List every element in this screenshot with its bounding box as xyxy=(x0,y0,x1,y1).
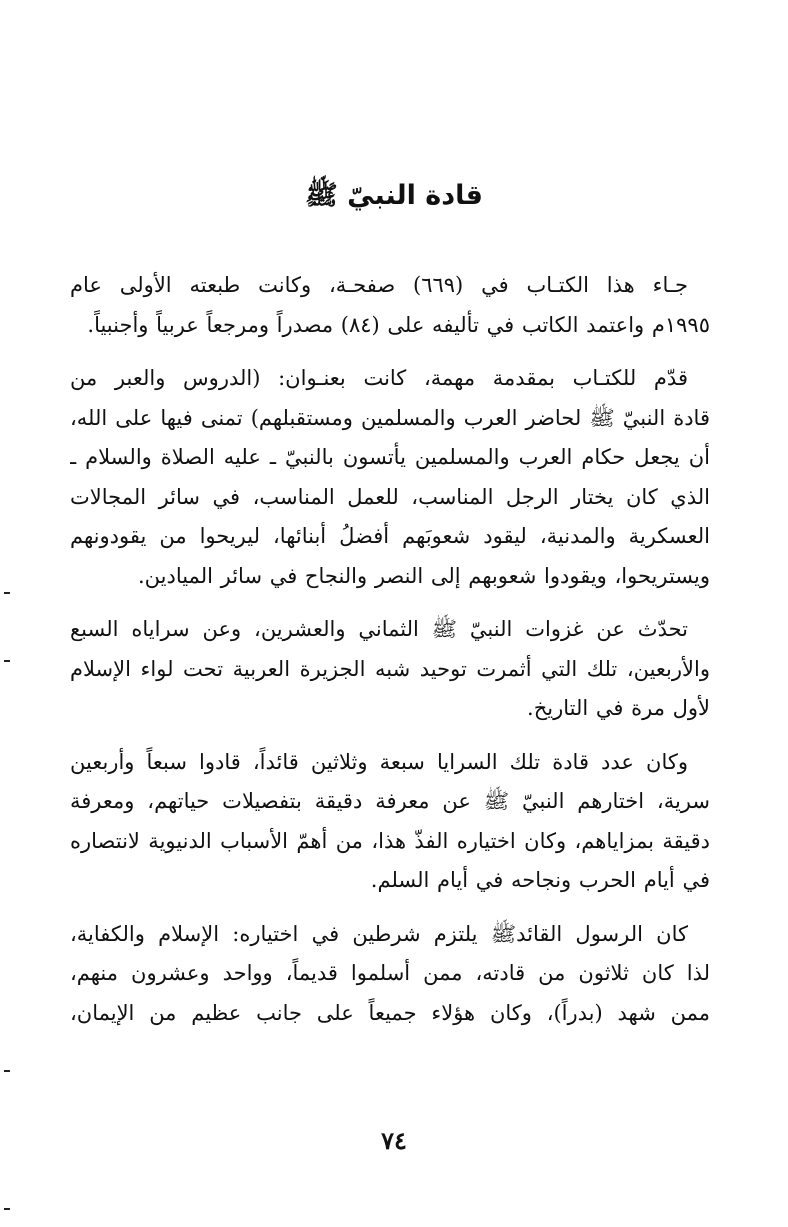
text-line: الذي كان يختار الرجل المناسب، للعمل المناسب، في سائر المجالات xyxy=(70,484,710,509)
text-line: كان الرسول القائدﷺ يلتزم شرطين في اختياره: الإسلام والكفاية، xyxy=(70,921,688,946)
paragraph-5 xyxy=(70,915,710,1034)
margin-mark xyxy=(4,1070,10,1072)
page-number: ٧٤ xyxy=(381,1126,407,1155)
text-line: لأول مرة في التاريخ. xyxy=(527,696,710,720)
margin-mark xyxy=(4,592,10,594)
paragraph-3 xyxy=(70,610,710,729)
text-line: لذا كان ثلاثون من قادته، ممن أسلموا قديماً، وواحد وعشرون منهم، xyxy=(70,961,710,985)
text-line: قدّم للكتـاب بمقدمة مهمة، كانت بعنـوان: (الدروس والعبر من xyxy=(70,366,688,390)
text-line: سرية، اختارهم النبيّ ﷺ عن معرفة دقيقة بتفصيلات حياتهم، ومعرفة xyxy=(70,789,710,813)
paragraph-4 xyxy=(70,743,710,901)
paragraph-1 xyxy=(70,266,710,345)
text-line: ويستريحوا، ويقودوا شعوبهم إلى النصر والنجاح في سائر الميادين. xyxy=(137,563,710,588)
text-line: ممن شهد (بدراً)، وكان هؤلاء جميعاً على جانب عظيم من الإيمان، xyxy=(70,1000,710,1025)
body-text xyxy=(70,266,710,1047)
text-line: في أيام الحرب ونجاحه في أيام السلم. xyxy=(370,868,710,892)
paragraph-2 xyxy=(70,359,710,596)
margin-mark xyxy=(4,660,10,662)
text-line: ١٩٩٥م واعتمد الكاتب في تأليفه على (٨٤) مصدراً ومرجعاً عربياً وأجنبياً. xyxy=(87,312,710,337)
text-line: والأربعين، تلك التي أثمرت توحيد شبه الجزيرة العربية تحت لواء الإسلام xyxy=(70,656,710,681)
text-line: وكان عدد قادة تلك السرايا سبعة وثلاثين قائداً، قادوا سبعاً وأربعين xyxy=(70,749,688,774)
margin-mark xyxy=(4,1208,10,1210)
page-title: قادة النبيّ ﷺ xyxy=(305,180,483,211)
text-line: أن يجعل حكام العرب والمسلمين يأتسون بالنبيّ ـ عليه الصلاة والسلام ـ xyxy=(70,445,710,469)
text-line: قادة النبيّ ﷺ لحاضر العرب والمسلمين ومستقبلهم) تمنى فيها على الله، xyxy=(70,405,710,430)
text-line: جـاء هذا الكتـاب في (٦٦٩) صفحـة، وكانت طبعته الأولى عام xyxy=(70,273,688,297)
text-line: العسكرية والمدنية، ليقود شعوبَهم أفضلُ أبنائها، ليريحوا من يقودونهم xyxy=(70,524,710,548)
text-line: تحدّث عن غزوات النبيّ ﷺ الثماني والعشرين، وعن سراياه السبع xyxy=(70,617,688,641)
text-line: دقيقة بمزاياهم، وكان اختياره الفذّ هذا، من أهمّ الأسباب الدنيوية لانتصاره xyxy=(70,828,710,853)
